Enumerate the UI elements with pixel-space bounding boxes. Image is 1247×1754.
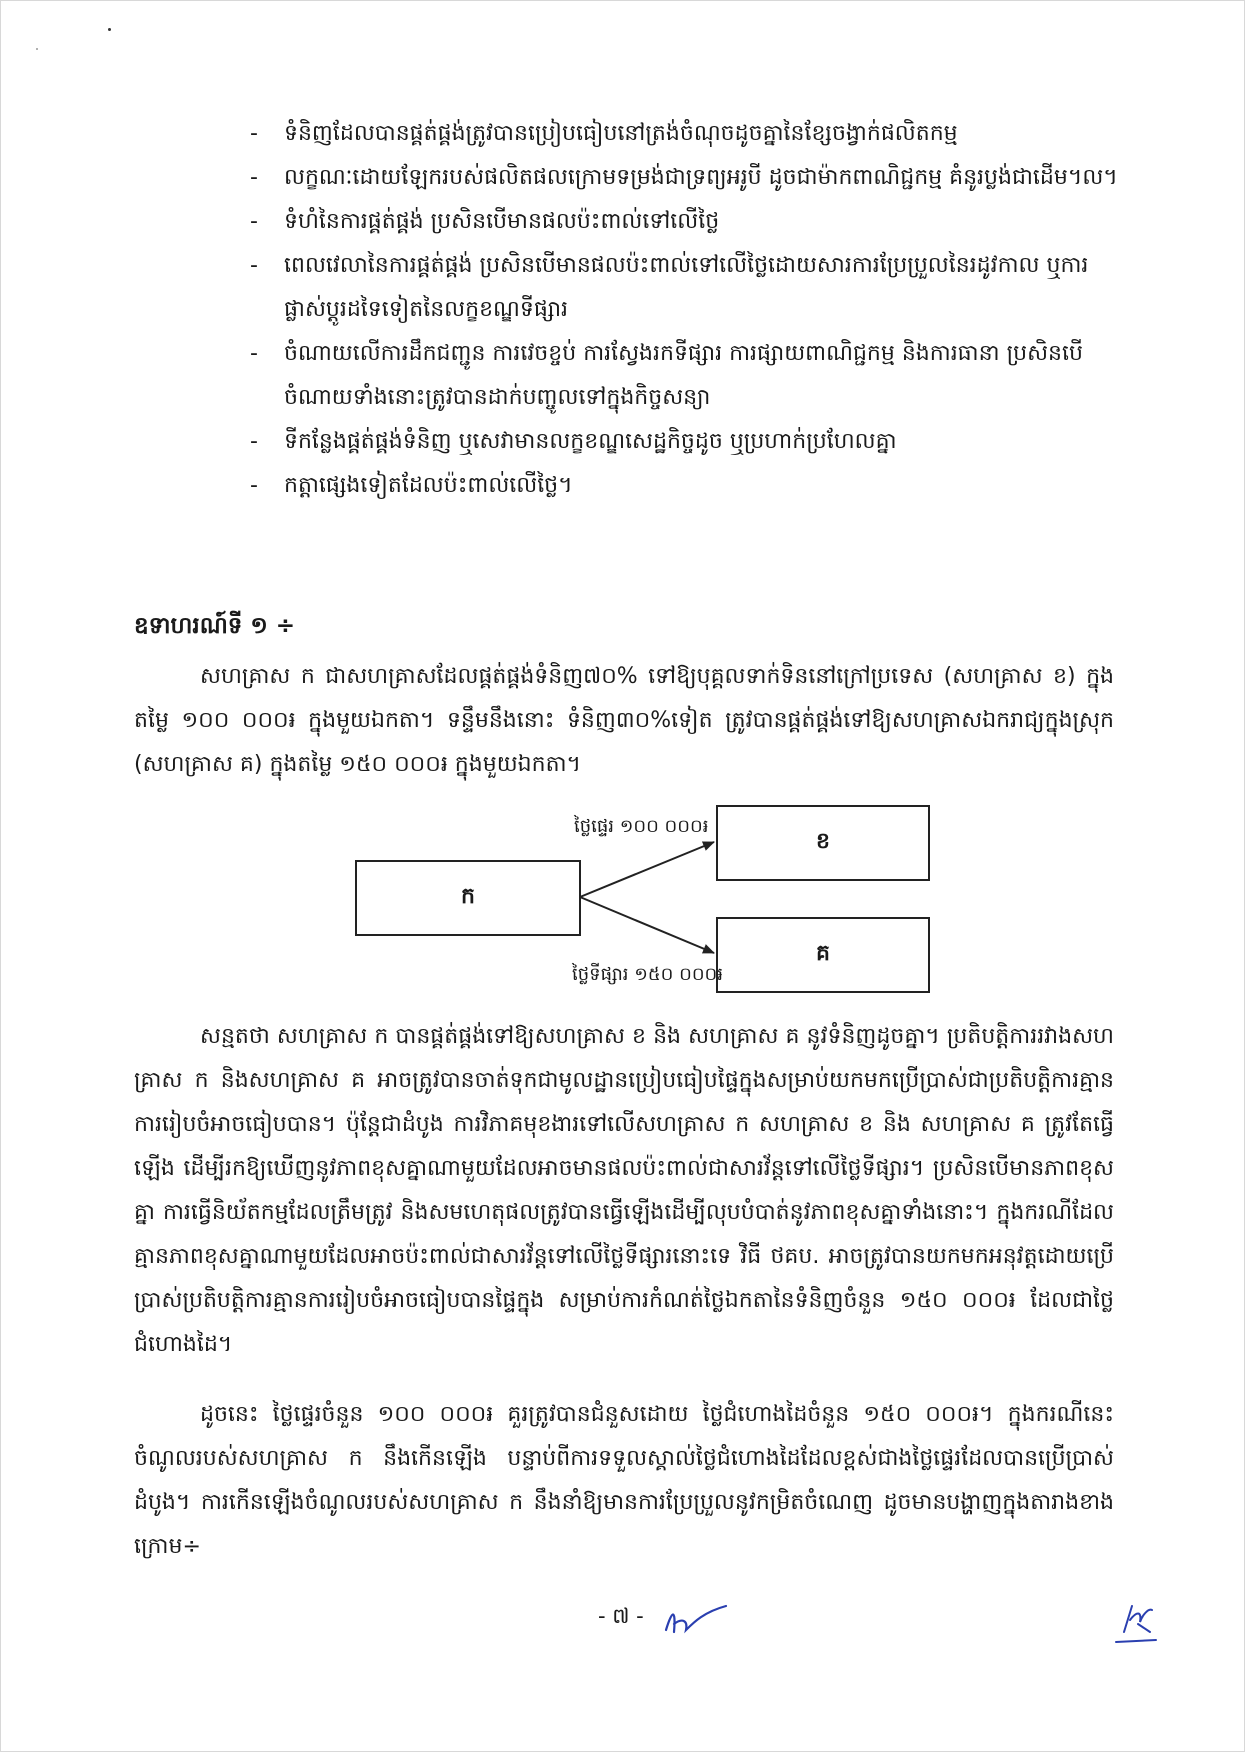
box-enterprise-b: ខ: [716, 805, 930, 881]
bullet-text: លក្ខណៈដោយឡែករបស់ផលិតផលក្រោមទម្រង់ជាទ្រព្យអរូបី ដូចជាម៉ាកពាណិជ្ជកម្ម គំនូរប្លង់ជាដើម។ល។: [284, 165, 1118, 190]
bullet-marker: -: [250, 209, 258, 234]
bullet-item: [250, 244, 1120, 332]
paragraph-analysis: សន្មតថា សហគ្រាស ក បានផ្គត់ផ្គង់ទៅឱ្យសហគ្រាស ខ និង សហគ្រាស គ នូវទំនិញដូចគ្នា។ ប្រតិបត្តិការរវាងសហគ្រាស ក និងសហគ្រាស គ អាចត្រូវបានចាត់ទុកជាមូលដ្ឋានប្រៀបធៀបផ្ទៃក្នុងសម្រាប់យកមកប្រើប្រាស់ជាប្រតិបត្តិការគ្មានការរៀបចំអាចធៀបបាន។ ប៉ុន្តែជាដំបូង ការវិភាគមុខងារទៅលើសហគ្រាស ក សហគ្រាស ខ និង សហគ្រាស គ ត្រូវតែធ្វើឡើង ដើម្បីរកឱ្យឃើញនូវភាពខុសគ្នាណាមួយដែលអាចមានផលប៉ះពាល់ជាសារវ័ន្តទៅលើថ្លៃទីផ្សារ។ ប្រសិនបើមានភាពខុសគ្នា ការធ្វើនិយ័តកម្មដែលត្រឹមត្រូវ និងសមហេតុផលត្រូវបានធ្វើឡើងដើម្បីលុបបំបាត់នូវភាពខុសគ្នាទាំងនោះ។ ក្នុងករណីដែលគ្មានភាពខុសគ្នាណាមួយដែលអាចប៉ះពាល់ជាសារវ័ន្តទៅលើថ្លៃទីផ្សារនោះទេ វិធី ថគប. អាចត្រូវបានយកមកអនុវត្តដោយប្រើប្រាស់ប្រតិបត្តិការគ្មានការរៀបចំអាចធៀបបានផ្ទៃក្នុង សម្រាប់ការកំណត់ថ្លៃឯកតានៃទំនិញចំនួន ១៥០ ០០០៛ ដែលជាថ្លៃជំហោងដៃ។: [134, 1024, 1114, 1357]
transfer-diagram: [340, 790, 980, 1000]
bullet-marker: -: [250, 473, 258, 498]
paragraph-conclusion: ដូចនេះ ថ្លៃផ្ទេរចំនួន ១០០ ០០០៛ គួរត្រូវបានជំនួសដោយ ថ្លៃជំហោងដៃចំនួន ១៥០ ០០០៛។ ក្នុងករណីនេះ ចំណូលរបស់សហគ្រាស ក នឹងកើនឡើង បន្ទាប់ពីការទទួលស្គាល់ថ្លៃជំហោងដៃដែលខ្ពស់ជាងថ្លៃផ្ទេរដែលបានប្រើប្រាស់ដំបូង។ ការកើនឡើងចំណូលរបស់សហគ្រាស ក នឹងនាំឱ្យមានការប្រែប្រួលនូវកម្រិតចំណេញ ដូចមានបង្ហាញក្នុងតារាងខាងក្រោម÷: [134, 1402, 1114, 1559]
bullet-item: [250, 420, 1120, 464]
margin-initials: [1112, 1598, 1160, 1654]
arrow-to-c: [580, 897, 714, 953]
box-enterprise-c: គ: [716, 917, 930, 993]
bullet-text: ចំណាយលើការដឹកជញ្ជូន ការវេចខ្ចប់ ការស្វែងរកទីផ្សារ ការផ្សាយពាណិជ្ជកម្ម និងការធានា ប្រសិនបើចំណាយទាំងនោះត្រូវបានដាក់បញ្ចូលទៅក្នុងកិច្ចសន្យា: [284, 341, 1083, 410]
bullet-text: កត្តាផ្សេងទៀតដែលប៉ះពាល់លើថ្លៃ។: [284, 473, 573, 498]
bullet-marker: -: [250, 121, 258, 146]
box-enterprise-a: ក: [355, 860, 581, 936]
initials-signature: [660, 1600, 732, 1640]
bullet-item: [250, 112, 1120, 156]
bullet-item: [250, 464, 1120, 508]
bullet-text: ពេលវេលានៃការផ្គត់ផ្គង់ ប្រសិនបើមានផលប៉ះពាល់ទៅលើថ្លៃដោយសារការប្រែប្រួលនៃរដូវកាល ឬការផ្លាស់ប្តូរដទៃទៀតនៃលក្ខខណ្ឌទីផ្សារ: [284, 253, 1089, 322]
bullet-marker: -: [250, 341, 258, 366]
label-transfer-price: ថ្លៃផ្ទេរ ១០០ ០០០៛: [574, 816, 709, 837]
bullet-item: [250, 156, 1120, 200]
bullet-text: ទំនិញដែលបានផ្គត់ផ្គង់ត្រូវបានប្រៀបធៀបនៅត្រង់ចំណុចដូចគ្នានៃខ្សែចង្វាក់ផលិតកម្ម: [284, 121, 958, 146]
bullet-item: [250, 200, 1120, 244]
example-heading: ឧទាហរណ៍ទី ១ ÷: [134, 613, 296, 639]
label-market-price: ថ្លៃទីផ្សារ ១៥០ ០០០៛: [572, 964, 724, 985]
scan-speck: [108, 28, 111, 31]
scan-speck: [36, 48, 38, 50]
page-number: - ៧ -: [598, 1604, 644, 1628]
bullet-item: [250, 332, 1120, 420]
paragraph-intro: សហគ្រាស ក ជាសហគ្រាសដែលផ្គត់ផ្គង់ទំនិញ៧០% ទៅឱ្យបុគ្គលទាក់ទិននៅក្រៅប្រទេស (សហគ្រាស ខ) ក្នុងតម្លៃ ១០០ ០០០៛ ក្នុងមួយឯកតា។ ទន្ទឹមនឹងនោះ ទំនិញ៣០%ទៀត ត្រូវបានផ្គត់ផ្គង់ទៅឱ្យសហគ្រាសឯករាជ្យក្នុងស្រុក (សហគ្រាស គ) ក្នុងតម្លៃ ១៥០ ០០០៛ ក្នុងមួយឯកតា។: [134, 664, 1114, 777]
arrow-to-b: [580, 842, 714, 897]
bullet-text: ទីកន្លែងផ្គត់ផ្គង់ទំនិញ ឬសេវាមានលក្ខខណ្ឌសេដ្ឋកិច្ចដូច ឬប្រហាក់ប្រហែលគ្នា: [284, 429, 897, 454]
bullet-marker: -: [250, 165, 258, 190]
bullet-marker: -: [250, 429, 258, 454]
bullet-list: [250, 112, 1120, 508]
bullet-text: ទំហំនៃការផ្គត់ផ្គង់ ប្រសិនបើមានផលប៉ះពាល់ទៅលើថ្លៃ: [284, 209, 720, 234]
bullet-marker: -: [250, 253, 258, 278]
